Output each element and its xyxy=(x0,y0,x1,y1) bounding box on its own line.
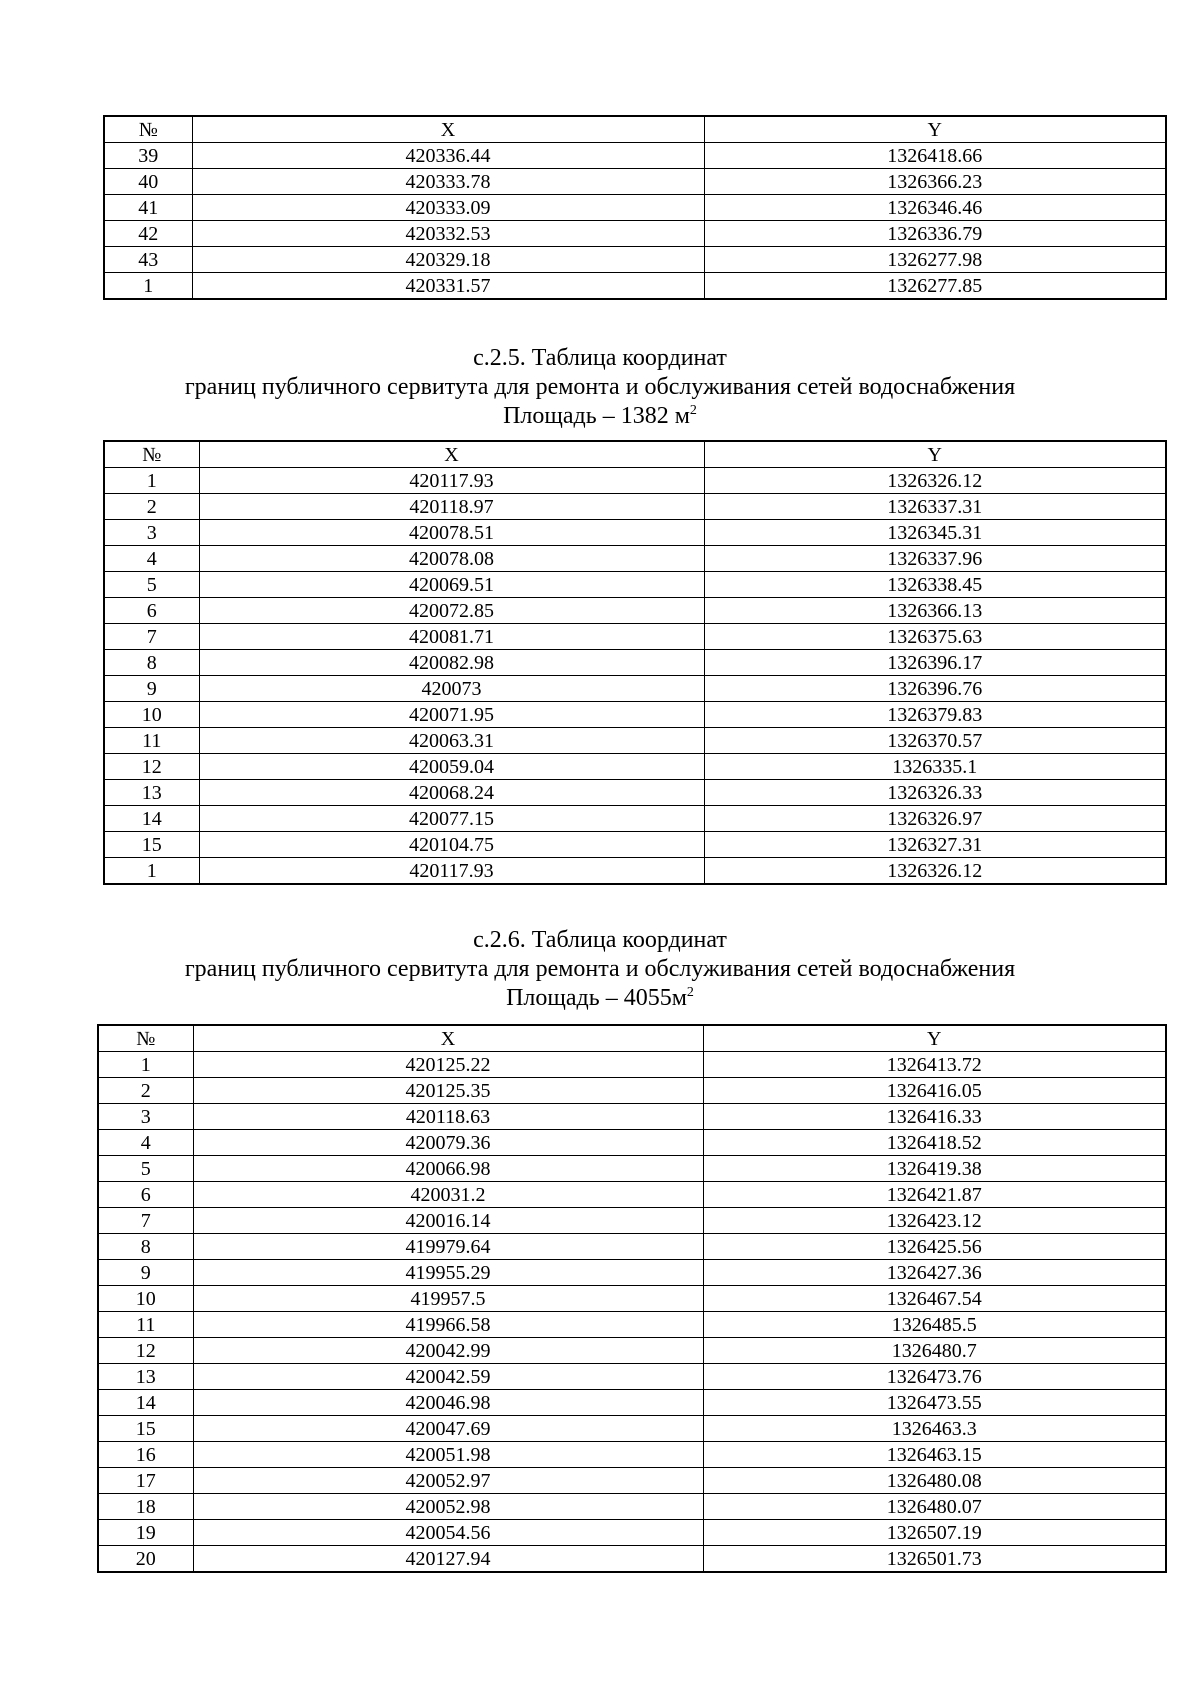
table-row xyxy=(104,494,1166,520)
cell-y: 1326463.15 xyxy=(703,1442,1166,1468)
table-row xyxy=(104,650,1166,676)
cell-point-number: 2 xyxy=(104,494,199,520)
table-row xyxy=(104,143,1166,169)
cell-point-number: 19 xyxy=(98,1520,193,1546)
cell-point-number: 20 xyxy=(98,1546,193,1573)
cell-y: 1326419.38 xyxy=(703,1156,1166,1182)
section-2-5-subtitle: границ публичного сервитута для ремонта и обслуживания сетей водоснабжения xyxy=(184,374,1016,400)
cell-y: 1326418.52 xyxy=(703,1130,1166,1156)
table-header-row xyxy=(104,116,1166,143)
cell-x: 420051.98 xyxy=(193,1442,703,1468)
cell-x: 420052.98 xyxy=(193,1494,703,1520)
table-row xyxy=(98,1104,1166,1130)
coordinates-table-2-5 xyxy=(103,440,1167,885)
cell-y: 1326326.12 xyxy=(704,858,1166,885)
cell-x: 420052.97 xyxy=(193,1468,703,1494)
header-number: № xyxy=(104,116,192,143)
header-y: Y xyxy=(704,441,1166,468)
cell-x: 420046.98 xyxy=(193,1390,703,1416)
table-row xyxy=(104,858,1166,885)
cell-y: 1326396.76 xyxy=(704,676,1166,702)
table-row xyxy=(104,780,1166,806)
cell-x: 420066.98 xyxy=(193,1156,703,1182)
cell-y: 1326326.97 xyxy=(704,806,1166,832)
cell-y: 1326337.96 xyxy=(704,546,1166,572)
table-row xyxy=(104,195,1166,221)
cell-x: 420118.97 xyxy=(199,494,704,520)
cell-x: 420078.51 xyxy=(199,520,704,546)
table-row xyxy=(104,624,1166,650)
cell-x: 420125.35 xyxy=(193,1078,703,1104)
cell-x: 420125.22 xyxy=(193,1052,703,1078)
table-row xyxy=(98,1182,1166,1208)
cell-x: 420331.57 xyxy=(192,273,704,300)
cell-point-number: 15 xyxy=(98,1416,193,1442)
table-row xyxy=(104,754,1166,780)
table-row xyxy=(104,832,1166,858)
cell-point-number: 9 xyxy=(98,1260,193,1286)
cell-y: 1326375.63 xyxy=(704,624,1166,650)
cell-y: 1326337.31 xyxy=(704,494,1166,520)
cell-x: 420081.71 xyxy=(199,624,704,650)
cell-x: 420063.31 xyxy=(199,728,704,754)
header-number: № xyxy=(104,441,199,468)
cell-point-number: 7 xyxy=(98,1208,193,1234)
cell-x: 420042.59 xyxy=(193,1364,703,1390)
table-row xyxy=(104,572,1166,598)
cell-point-number: 11 xyxy=(98,1312,193,1338)
table-row xyxy=(104,468,1166,494)
cell-point-number: 6 xyxy=(104,598,199,624)
table-row xyxy=(104,247,1166,273)
cell-point-number: 3 xyxy=(104,520,199,546)
cell-point-number: 1 xyxy=(104,273,192,300)
cell-y: 1326338.45 xyxy=(704,572,1166,598)
cell-point-number: 1 xyxy=(104,858,199,885)
table-row xyxy=(98,1416,1166,1442)
cell-x: 420118.63 xyxy=(193,1104,703,1130)
cell-point-number: 10 xyxy=(98,1286,193,1312)
coordinates-table-continuation xyxy=(103,115,1167,300)
cell-y: 1326370.57 xyxy=(704,728,1166,754)
cell-y: 1326485.5 xyxy=(703,1312,1166,1338)
section-2-6-title: с.2.6. Таблица координат xyxy=(473,927,727,953)
table-row xyxy=(98,1468,1166,1494)
square-superscript: 2 xyxy=(689,403,697,418)
table-row xyxy=(104,702,1166,728)
cell-y: 1326366.13 xyxy=(704,598,1166,624)
cell-y: 1326335.1 xyxy=(704,754,1166,780)
cell-x: 419979.64 xyxy=(193,1234,703,1260)
table-row xyxy=(104,676,1166,702)
cell-point-number: 5 xyxy=(98,1156,193,1182)
cell-point-number: 7 xyxy=(104,624,199,650)
section-2-6-subtitle: границ публичного сервитута для ремонта и обслуживания сетей водоснабжения xyxy=(184,956,1016,982)
cell-y: 1326277.85 xyxy=(704,273,1166,300)
cell-x: 419957.5 xyxy=(193,1286,703,1312)
table-row xyxy=(98,1442,1166,1468)
cell-x: 420332.53 xyxy=(192,221,704,247)
table-row xyxy=(98,1260,1166,1286)
table-header-row xyxy=(98,1025,1166,1052)
cell-x: 420077.15 xyxy=(199,806,704,832)
cell-x: 420082.98 xyxy=(199,650,704,676)
cell-point-number: 4 xyxy=(98,1130,193,1156)
cell-y: 1326421.87 xyxy=(703,1182,1166,1208)
section-2-5-caption xyxy=(0,344,1200,431)
table-row xyxy=(98,1130,1166,1156)
table-row xyxy=(104,806,1166,832)
cell-point-number: 11 xyxy=(104,728,199,754)
table-row xyxy=(98,1156,1166,1182)
cell-y: 1326463.3 xyxy=(703,1416,1166,1442)
table-row xyxy=(98,1234,1166,1260)
header-number: № xyxy=(98,1025,193,1052)
cell-y: 1326480.07 xyxy=(703,1494,1166,1520)
cell-y: 1326473.76 xyxy=(703,1364,1166,1390)
table-row xyxy=(104,169,1166,195)
cell-x: 420042.99 xyxy=(193,1338,703,1364)
cell-x: 420336.44 xyxy=(192,143,704,169)
cell-y: 1326413.72 xyxy=(703,1052,1166,1078)
cell-y: 1326277.98 xyxy=(704,247,1166,273)
cell-y: 1326346.46 xyxy=(704,195,1166,221)
table-row xyxy=(104,273,1166,300)
cell-x: 419955.29 xyxy=(193,1260,703,1286)
cell-x: 420071.95 xyxy=(199,702,704,728)
cell-point-number: 14 xyxy=(104,806,199,832)
header-y: Y xyxy=(703,1025,1166,1052)
table-row xyxy=(98,1312,1166,1338)
table-row xyxy=(98,1520,1166,1546)
cell-y: 1326416.33 xyxy=(703,1104,1166,1130)
cell-point-number: 12 xyxy=(98,1338,193,1364)
cell-y: 1326501.73 xyxy=(703,1546,1166,1573)
cell-x: 420068.24 xyxy=(199,780,704,806)
table-row xyxy=(98,1546,1166,1573)
table-header-row xyxy=(104,441,1166,468)
cell-x: 420329.18 xyxy=(192,247,704,273)
cell-point-number: 8 xyxy=(98,1234,193,1260)
cell-y: 1326467.54 xyxy=(703,1286,1166,1312)
cell-y: 1326427.36 xyxy=(703,1260,1166,1286)
cell-point-number: 8 xyxy=(104,650,199,676)
cell-point-number: 18 xyxy=(98,1494,193,1520)
cell-point-number: 16 xyxy=(98,1442,193,1468)
cell-y: 1326396.17 xyxy=(704,650,1166,676)
cell-y: 1326423.12 xyxy=(703,1208,1166,1234)
cell-x: 420073 xyxy=(199,676,704,702)
cell-point-number: 10 xyxy=(104,702,199,728)
cell-y: 1326366.23 xyxy=(704,169,1166,195)
table-row xyxy=(104,728,1166,754)
table-row xyxy=(98,1494,1166,1520)
cell-y: 1326336.79 xyxy=(704,221,1166,247)
cell-x: 420079.36 xyxy=(193,1130,703,1156)
table-row xyxy=(98,1390,1166,1416)
header-y: Y xyxy=(704,116,1166,143)
header-x: X xyxy=(193,1025,703,1052)
cell-x: 420104.75 xyxy=(199,832,704,858)
cell-point-number: 42 xyxy=(104,221,192,247)
cell-x: 420117.93 xyxy=(199,468,704,494)
cell-point-number: 13 xyxy=(98,1364,193,1390)
cell-y: 1326425.56 xyxy=(703,1234,1166,1260)
table-row xyxy=(98,1208,1166,1234)
cell-point-number: 9 xyxy=(104,676,199,702)
cell-point-number: 41 xyxy=(104,195,192,221)
cell-point-number: 40 xyxy=(104,169,192,195)
cell-point-number: 5 xyxy=(104,572,199,598)
cell-x: 420059.04 xyxy=(199,754,704,780)
table-row xyxy=(98,1338,1166,1364)
cell-point-number: 14 xyxy=(98,1390,193,1416)
cell-y: 1326480.7 xyxy=(703,1338,1166,1364)
cell-x: 420333.78 xyxy=(192,169,704,195)
cell-x: 420127.94 xyxy=(193,1546,703,1573)
cell-y: 1326379.83 xyxy=(704,702,1166,728)
cell-y: 1326480.08 xyxy=(703,1468,1166,1494)
cell-point-number: 15 xyxy=(104,832,199,858)
table-row xyxy=(98,1052,1166,1078)
cell-x: 420078.08 xyxy=(199,546,704,572)
cell-x: 420031.2 xyxy=(193,1182,703,1208)
coordinates-table-2-6 xyxy=(97,1024,1167,1573)
cell-y: 1326416.05 xyxy=(703,1078,1166,1104)
cell-y: 1326327.31 xyxy=(704,832,1166,858)
cell-y: 1326507.19 xyxy=(703,1520,1166,1546)
square-superscript: 2 xyxy=(686,985,694,1000)
table-row xyxy=(98,1078,1166,1104)
table-row xyxy=(98,1286,1166,1312)
cell-y: 1326326.33 xyxy=(704,780,1166,806)
cell-x: 420072.85 xyxy=(199,598,704,624)
cell-point-number: 12 xyxy=(104,754,199,780)
section-2-5-area: Площадь – 1382 $м^2$ xyxy=(503,403,697,429)
cell-y: 1326473.55 xyxy=(703,1390,1166,1416)
header-x: X xyxy=(199,441,704,468)
section-2-6-caption xyxy=(0,926,1200,1013)
section-2-6-area: Площадь – $4055м^2$ xyxy=(506,985,694,1011)
cell-point-number: 13 xyxy=(104,780,199,806)
cell-x: 420054.56 xyxy=(193,1520,703,1546)
cell-point-number: 1 xyxy=(104,468,199,494)
table-row xyxy=(104,546,1166,572)
cell-point-number: 3 xyxy=(98,1104,193,1130)
cell-point-number: 1 xyxy=(98,1052,193,1078)
cell-x: 419966.58 xyxy=(193,1312,703,1338)
cell-y: 1326418.66 xyxy=(704,143,1166,169)
cell-point-number: 6 xyxy=(98,1182,193,1208)
table-row xyxy=(104,520,1166,546)
cell-point-number: 39 xyxy=(104,143,192,169)
cell-x: 420117.93 xyxy=(199,858,704,885)
cell-point-number: 4 xyxy=(104,546,199,572)
cell-x: 420047.69 xyxy=(193,1416,703,1442)
cell-y: 1326326.12 xyxy=(704,468,1166,494)
cell-y: 1326345.31 xyxy=(704,520,1166,546)
table-row xyxy=(104,221,1166,247)
table-row xyxy=(104,598,1166,624)
cell-x: 420016.14 xyxy=(193,1208,703,1234)
table-row xyxy=(98,1364,1166,1390)
cell-x: 420333.09 xyxy=(192,195,704,221)
cell-point-number: 17 xyxy=(98,1468,193,1494)
section-2-5-title: с.2.5. Таблица координат xyxy=(473,345,727,371)
cell-x: 420069.51 xyxy=(199,572,704,598)
cell-point-number: 43 xyxy=(104,247,192,273)
header-x: X xyxy=(192,116,704,143)
cell-point-number: 2 xyxy=(98,1078,193,1104)
